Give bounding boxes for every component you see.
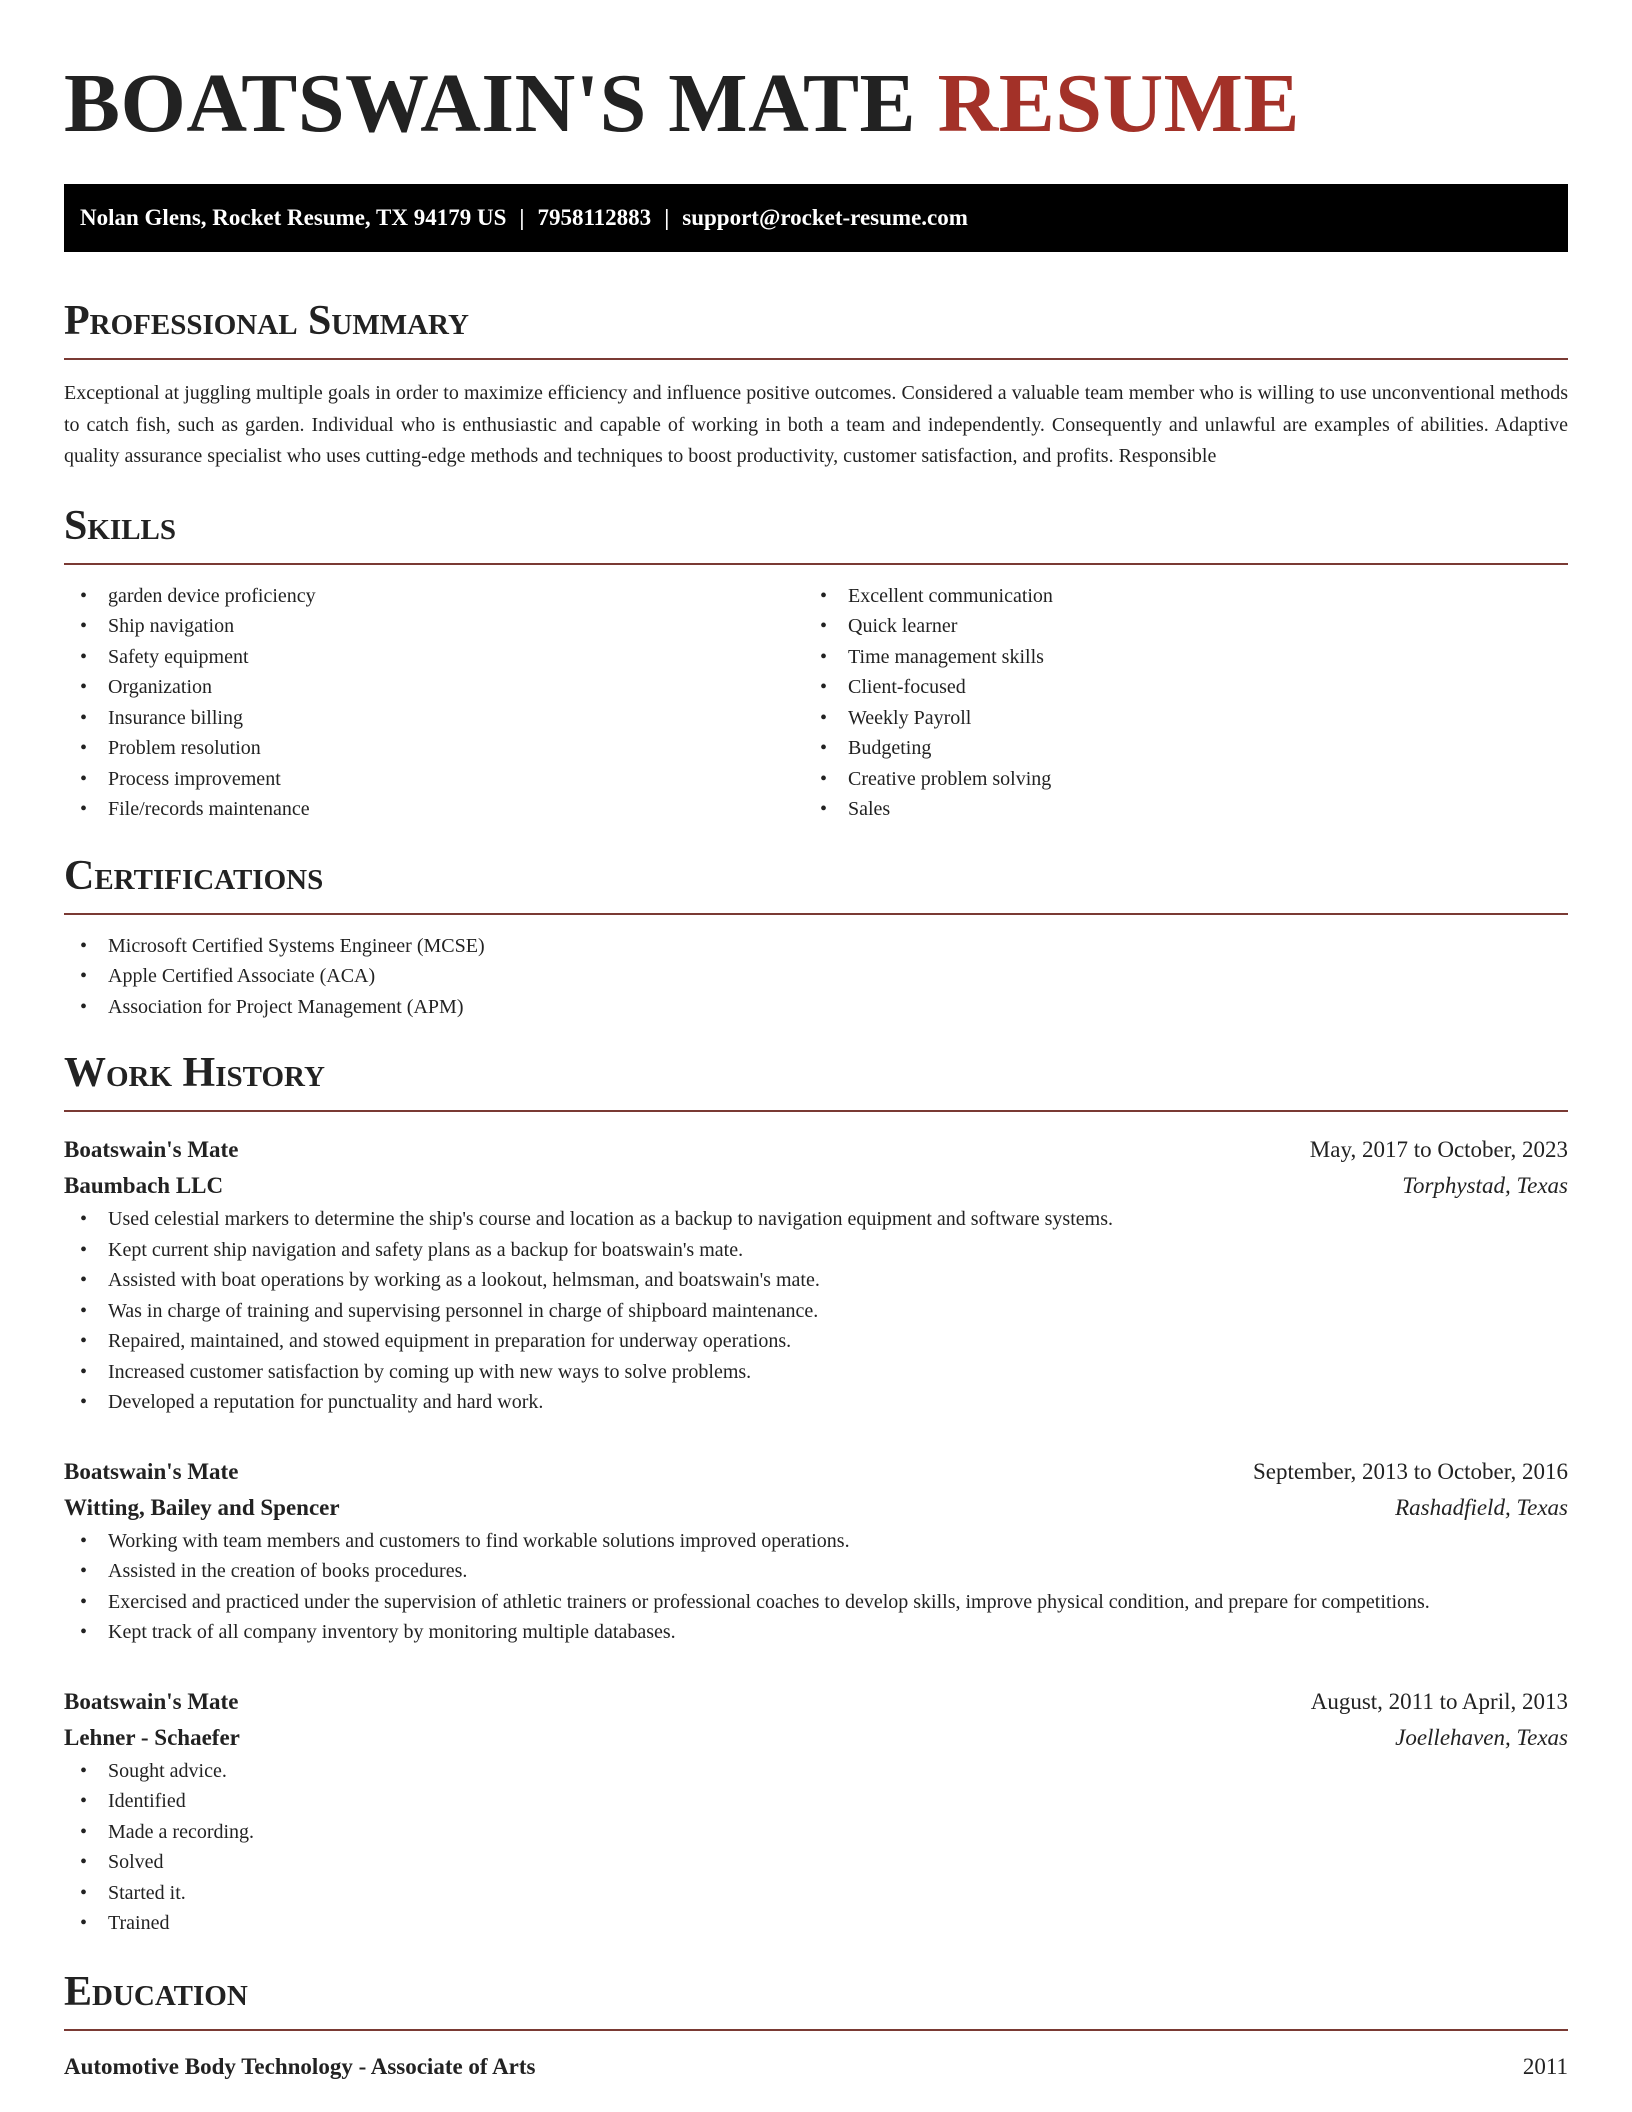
job-bullet: • Assisted in the creation of books procedures.: [64, 1556, 1568, 1587]
job-header-row: [64, 1684, 1568, 1720]
job-bullet-list: [64, 1526, 1568, 1648]
section-divider: [64, 2029, 1568, 2031]
section-divider: [64, 913, 1568, 915]
skill-item: • Ship navigation: [64, 611, 804, 642]
job-bullet: • Was in charge of training and supervising personnel in charge of shipboard maintenance.: [64, 1296, 1568, 1327]
job-location: Joellehaven, Texas: [1395, 1724, 1568, 1750]
section-divider: [64, 563, 1568, 565]
section-divider: [64, 1110, 1568, 1112]
job-header-row: [64, 1132, 1568, 1168]
skill-item: • Process improvement: [64, 764, 804, 795]
skill-item: • Time management skills: [804, 642, 1544, 673]
skill-item: • garden device proficiency: [64, 581, 804, 612]
job-bullet-list: [64, 1756, 1568, 1939]
skill-item: • Creative problem solving: [804, 764, 1544, 795]
job-company-row: [64, 1490, 1568, 1526]
job-title: Boatswain's Mate: [64, 1688, 239, 1714]
skills-columns: [64, 581, 1568, 825]
contact-email[interactable]: support@rocket-resume.com: [682, 205, 968, 230]
contact-bar: [64, 184, 1568, 252]
certification-item: • Apple Certified Associate (ACA): [64, 961, 1568, 992]
certifications-section: [64, 851, 1568, 1023]
job-bullet: • Exercised and practiced under the supervision of athletic trainers or professional coaches to develop skills, improve physical condition, and prepare for competitions.: [64, 1587, 1568, 1618]
job-title: Boatswain's Mate: [64, 1458, 239, 1484]
contact-phone: 7958112883: [537, 205, 652, 230]
job-bullet: • Kept track of all company inventory by monitoring multiple databases.: [64, 1617, 1568, 1648]
job-entry: [64, 1684, 1568, 1939]
skills-section: [64, 501, 1568, 825]
job-company-row: [64, 1168, 1568, 1204]
education-degree: Automotive Body Technology - Associate of Arts: [64, 2053, 536, 2079]
job-bullet-list: [64, 1204, 1568, 1418]
job-entry: [64, 1454, 1568, 1648]
section-divider: [64, 358, 1568, 360]
skill-item: • Weekly Payroll: [804, 703, 1544, 734]
contact-address: Nolan Glens, Rocket Resume, TX 94179 US: [80, 205, 507, 230]
job-location: Rashadfield, Texas: [1395, 1494, 1568, 1520]
skill-item: • Quick learner: [804, 611, 1544, 642]
job-bullet: • Started it.: [64, 1878, 1568, 1909]
job-bullet: • Assisted with boat operations by working as a lookout, helmsman, and boatswain's mate.: [64, 1265, 1568, 1296]
education-year: 2011: [1522, 2053, 1568, 2079]
skills-list-right: [804, 581, 1544, 825]
summary-section: [64, 296, 1568, 473]
job-bullet: • Working with team members and customers to find workable solutions improved operations.: [64, 1526, 1568, 1557]
skill-item: • Sales: [804, 794, 1544, 825]
certifications-list: [64, 931, 1568, 1023]
skill-item: • Insurance billing: [64, 703, 804, 734]
skill-item: • Problem resolution: [64, 733, 804, 764]
job-title: Boatswain's Mate: [64, 1137, 239, 1162]
skill-item: • Safety equipment: [64, 642, 804, 673]
job-company-row: [64, 1720, 1568, 1756]
contact-separator: |: [519, 205, 525, 230]
skill-item: • File/records maintenance: [64, 794, 804, 825]
job-company: Lehner - Schaefer: [64, 1724, 240, 1750]
education-section: [64, 1967, 1568, 2085]
job-dates: September, 2013 to October, 2016: [1253, 1458, 1568, 1484]
title-main: BOATSWAIN'S MATE: [64, 57, 917, 150]
summary-heading: Professional Summary: [64, 298, 469, 344]
job-location: Torphystad, Texas: [1402, 1173, 1568, 1198]
job-bullet: • Sought advice.: [64, 1756, 1568, 1787]
job-header-row: [64, 1454, 1568, 1490]
job-bullet: • Used celestial markers to determine the ship's course and location as a backup to navigation equipment and software systems.: [64, 1204, 1568, 1235]
certification-item: • Association for Project Management (APM): [64, 992, 1568, 1023]
job-bullet: • Repaired, maintained, and stowed equipment in preparation for underway operations.: [64, 1326, 1568, 1357]
job-bullet: • Identified: [64, 1786, 1568, 1817]
job-company: Witting, Bailey and Spencer: [64, 1494, 340, 1520]
job-entry: [64, 1132, 1568, 1418]
certification-item: • Microsoft Certified Systems Engineer (MCSE): [64, 931, 1568, 962]
job-dates: May, 2017 to October, 2023: [1309, 1137, 1568, 1162]
resume-title: [64, 0, 1568, 152]
job-company: Baumbach LLC: [64, 1173, 224, 1198]
skills-heading: Skills: [64, 502, 177, 549]
summary-text: Exceptional at juggling multiple goals in order to maximize efficiency and influence positive outcomes. Considered a valuable team member who is willing to use unconventional methods to catch fish, such as garden. Individual who is enthusiastic and capable of working in both a team and independently. Consequently and unlawful are examples of abilities. Adaptive quality assurance specialist who uses cutting-edge methods and techniques to boost productivity, customer satisfaction, and profits. Responsible: [64, 382, 1568, 467]
skill-item: • Excellent communication: [804, 581, 1544, 612]
job-bullet: • Increased customer satisfaction by coming up with new ways to solve problems.: [64, 1357, 1568, 1388]
contact-separator: |: [664, 205, 670, 230]
job-bullet: • Trained: [64, 1908, 1568, 1939]
skill-item: • Client-focused: [804, 672, 1544, 703]
certifications-heading: Certifications: [64, 852, 324, 899]
job-bullet: • Solved: [64, 1847, 1568, 1878]
skill-item: • Budgeting: [804, 733, 1544, 764]
skill-item: • Organization: [64, 672, 804, 703]
education-row: [64, 2049, 1568, 2085]
education-heading: Education: [64, 1968, 248, 2015]
title-accent: RESUME: [937, 57, 1300, 150]
work-history-section: [64, 1048, 1568, 1939]
skills-list-left: [64, 581, 804, 825]
job-bullet: • Developed a reputation for punctuality and hard work.: [64, 1387, 1568, 1418]
job-bullet: • Kept current ship navigation and safety plans as a backup for boatswain's mate.: [64, 1235, 1568, 1266]
job-dates: August, 2011 to April, 2013: [1310, 1688, 1568, 1714]
job-bullet: • Made a recording.: [64, 1817, 1568, 1848]
work-history-heading: Work History: [64, 1050, 325, 1096]
resume-page: [64, 0, 1568, 2085]
